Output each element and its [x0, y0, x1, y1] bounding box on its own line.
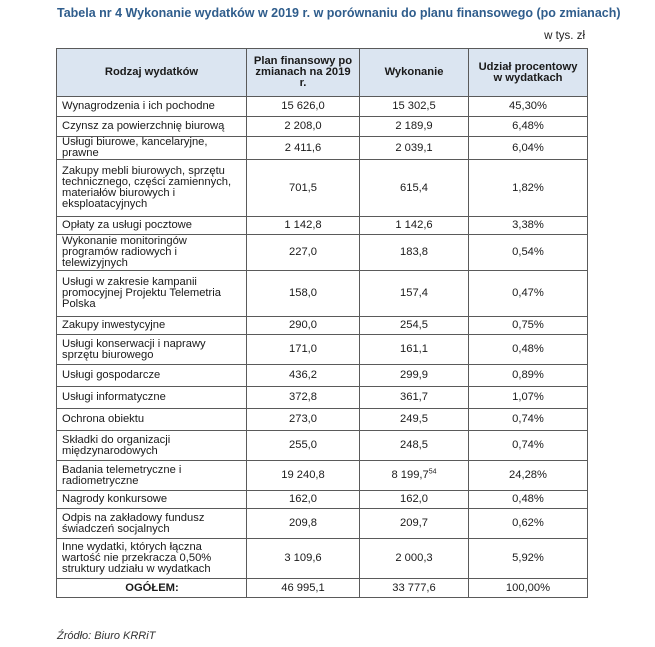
execution-value-cell: 209,7 — [360, 509, 469, 539]
execution-value-cell: 299,9 — [360, 365, 469, 387]
table-row — [57, 335, 588, 365]
expense-name-cell: Usługi konserwacji i naprawy sprzętu biurowego — [57, 335, 247, 365]
table-row — [57, 137, 588, 160]
expenses-table — [56, 48, 588, 598]
table-row — [57, 461, 588, 491]
share-value-cell: 45,30% — [469, 97, 588, 117]
plan-value-cell: 15 626,0 — [247, 97, 360, 117]
plan-value-cell: 2 411,6 — [247, 137, 360, 160]
total-plan: 46 995,1 — [247, 579, 360, 598]
header-expense-type: Rodzaj wydatków — [57, 49, 247, 97]
expense-name-cell: Zakupy mebli biurowych, sprzętu technicznego, części zamiennych, materiałów biurowych i eksploatacyjnych — [57, 160, 247, 217]
share-value-cell: 0,75% — [469, 317, 588, 335]
plan-value-cell: 273,0 — [247, 409, 360, 431]
share-value-cell: 0,54% — [469, 235, 588, 271]
plan-value-cell: 2 208,0 — [247, 117, 360, 137]
expense-name-cell: Usługi w zakresie kampanii promocyjnej Projektu Telemetria Polska — [57, 271, 247, 317]
table-row — [57, 431, 588, 461]
total-execution: 33 777,6 — [360, 579, 469, 598]
plan-value-cell: 290,0 — [247, 317, 360, 335]
plan-value-cell: 227,0 — [247, 235, 360, 271]
plan-value-cell: 209,8 — [247, 509, 360, 539]
execution-value-cell: 248,5 — [360, 431, 469, 461]
share-value-cell: 5,92% — [469, 539, 588, 579]
table-row — [57, 217, 588, 235]
header-row — [57, 49, 588, 97]
share-value-cell: 1,07% — [469, 387, 588, 409]
expense-name-cell: Badania telemetryczne i radiometryczne — [57, 461, 247, 491]
plan-value-cell: 162,0 — [247, 491, 360, 509]
table-row — [57, 409, 588, 431]
execution-value: 8 199,7 — [391, 469, 429, 481]
table-row — [57, 387, 588, 409]
plan-value-cell: 255,0 — [247, 431, 360, 461]
table-row — [57, 235, 588, 271]
plan-value-cell: 3 109,6 — [247, 539, 360, 579]
total-share: 100,00% — [469, 579, 588, 598]
table-row — [57, 491, 588, 509]
total-row — [57, 579, 588, 598]
table-title: Tabela nr 4 Wykonanie wydatków w 2019 r. w porównaniu do planu finansowego (po zmianach) — [57, 6, 621, 20]
table-row — [57, 160, 588, 217]
execution-value-cell: 15 302,5 — [360, 97, 469, 117]
execution-value-cell: 1 142,6 — [360, 217, 469, 235]
share-value-cell: 6,04% — [469, 137, 588, 160]
plan-value-cell: 171,0 — [247, 335, 360, 365]
plan-value-cell: 701,5 — [247, 160, 360, 217]
share-value-cell: 0,47% — [469, 271, 588, 317]
header-execution: Wykonanie — [360, 49, 469, 97]
share-value-cell: 24,28% — [469, 461, 588, 491]
expense-name-cell: Inne wydatki, których łączna wartość nie przekracza 0,50% struktury udziału w wydatkach — [57, 539, 247, 579]
table-row — [57, 509, 588, 539]
share-value-cell: 3,38% — [469, 217, 588, 235]
share-value-cell: 0,74% — [469, 431, 588, 461]
share-value-cell: 0,48% — [469, 491, 588, 509]
execution-value-cell: 361,7 — [360, 387, 469, 409]
table-row — [57, 539, 588, 579]
footnote-marker: 54 — [428, 468, 437, 476]
execution-value-cell: 2 039,1 — [360, 137, 469, 160]
plan-value-cell: 19 240,8 — [247, 461, 360, 491]
plan-value-cell: 158,0 — [247, 271, 360, 317]
execution-value-cell: 161,1 — [360, 335, 469, 365]
expense-name-cell: Składki do organizacji międzynarodowych — [57, 431, 247, 461]
header-plan: Plan finansowy po zmianach na 2019 r. — [247, 49, 360, 97]
table-row — [57, 271, 588, 317]
execution-value-cell: 2 189,9 — [360, 117, 469, 137]
header-share: Udział procentowy w wydatkach — [469, 49, 588, 97]
table-row — [57, 117, 588, 137]
share-value-cell: 0,89% — [469, 365, 588, 387]
execution-value-cell: 162,0 — [360, 491, 469, 509]
expense-name-cell: Odpis na zakładowy fundusz świadczeń socjalnych — [57, 509, 247, 539]
source-note: Źródło: Biuro KRRiT — [57, 630, 156, 642]
execution-value-cell: 183,8 — [360, 235, 469, 271]
share-value-cell: 1,82% — [469, 160, 588, 217]
expense-name-cell: Opłaty za usługi pocztowe — [57, 217, 247, 235]
plan-value-cell: 1 142,8 — [247, 217, 360, 235]
expense-name-cell: Usługi gospodarcze — [57, 365, 247, 387]
plan-value-cell: 372,8 — [247, 387, 360, 409]
execution-value-cell: 254,5 — [360, 317, 469, 335]
execution-value-cell — [360, 461, 469, 491]
execution-value-cell: 2 000,3 — [360, 539, 469, 579]
share-value-cell: 0,48% — [469, 335, 588, 365]
table-row — [57, 97, 588, 117]
share-value-cell: 0,74% — [469, 409, 588, 431]
expense-name-cell: Usługi biurowe, kancelaryjne, prawne — [57, 137, 247, 160]
table-row — [57, 365, 588, 387]
execution-value-cell: 157,4 — [360, 271, 469, 317]
expense-name-cell: Wykonanie monitoringów programów radiowych i telewizyjnych — [57, 235, 247, 271]
execution-value-cell: 615,4 — [360, 160, 469, 217]
expense-name-cell: Nagrody konkursowe — [57, 491, 247, 509]
expense-name-cell: Ochrona obiektu — [57, 409, 247, 431]
execution-value-cell: 249,5 — [360, 409, 469, 431]
total-label: OGÓŁEM: — [57, 579, 247, 598]
unit-label: w tys. zł — [544, 30, 585, 42]
expense-name-cell: Usługi informatyczne — [57, 387, 247, 409]
table-row — [57, 317, 588, 335]
expense-name-cell: Czynsz za powierzchnię biurową — [57, 117, 247, 137]
share-value-cell: 6,48% — [469, 117, 588, 137]
expense-name-cell: Wynagrodzenia i ich pochodne — [57, 97, 247, 117]
share-value-cell: 0,62% — [469, 509, 588, 539]
expense-name-cell: Zakupy inwestycyjne — [57, 317, 247, 335]
plan-value-cell: 436,2 — [247, 365, 360, 387]
